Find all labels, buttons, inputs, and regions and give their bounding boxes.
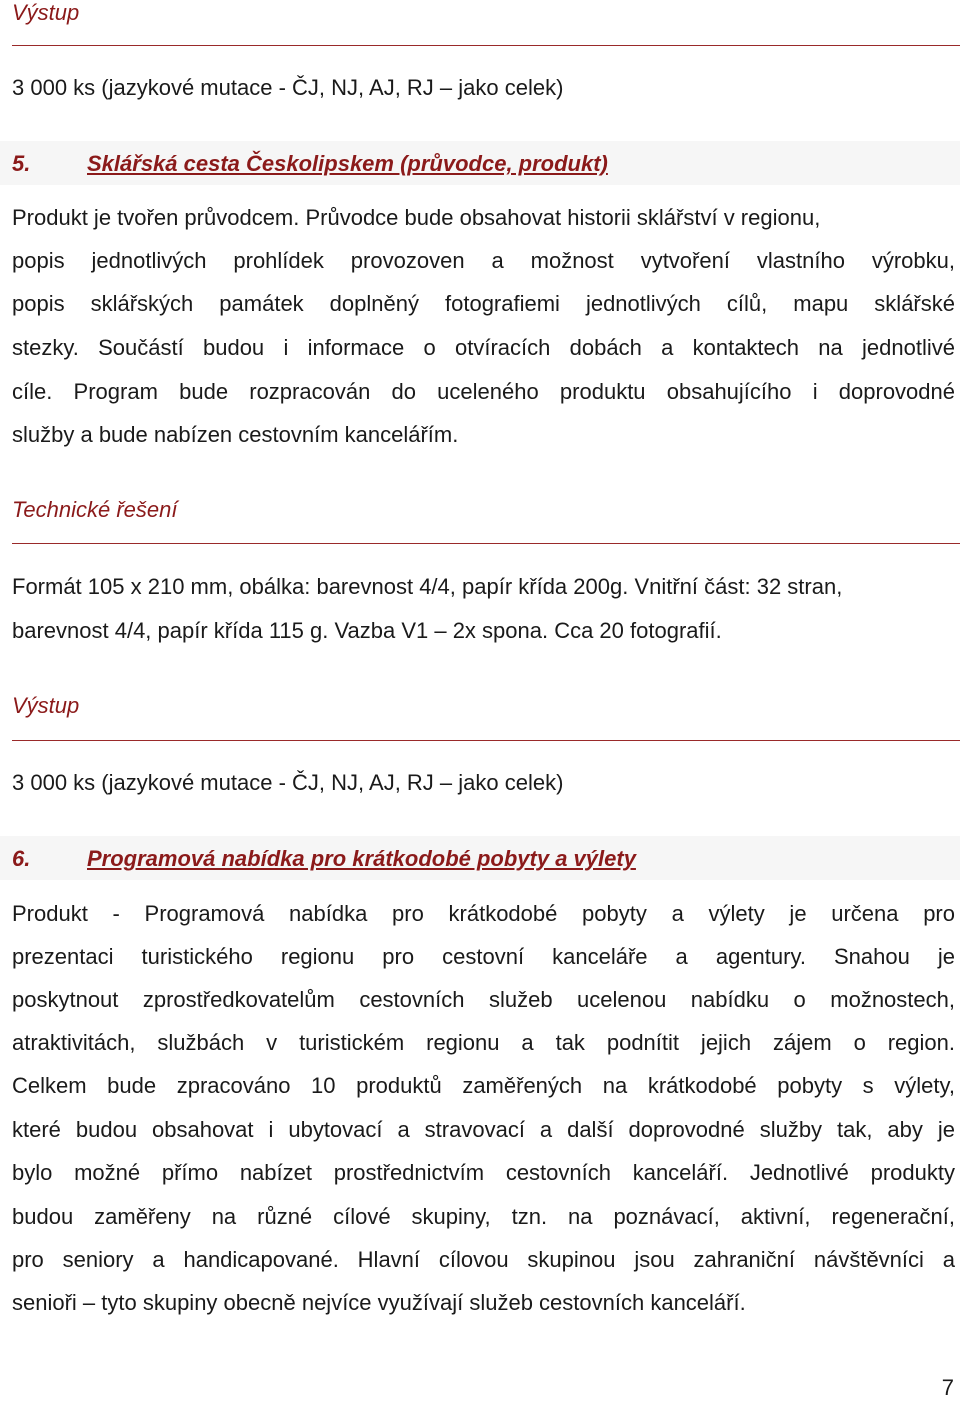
page-number: 7: [941, 1375, 954, 1400]
output-text: 3 000 ks (jazykové mutace - ČJ, NJ, AJ, RJ – jako celek): [12, 770, 564, 795]
section-6-line: bylo možné přímo nabízet prostřednictvím cestovních kanceláří. Jednotlivé produkty: [12, 1160, 955, 1185]
heading-rule: [12, 543, 960, 544]
section-6-line: atraktivitách, službách v turistickém regionu a tak podnítit jejich zájem o region.: [12, 1030, 955, 1055]
section-6-heading: [12, 846, 636, 872]
section-6-number: 6.: [12, 846, 31, 871]
section-6-line: které budou obsahovat i ubytovací a stravovací a další doprovodné služby tak, aby je: [12, 1117, 955, 1142]
section-6-line: senioři – tyto skupiny obecně nejvíce využívají služeb cestovních kanceláří.: [12, 1290, 746, 1315]
section-5-title: Sklářská cesta Českolipskem (průvodce, produkt): [87, 151, 608, 176]
section-5-heading: [12, 151, 608, 177]
section-5-number: 5.: [12, 151, 31, 176]
section-5-line: popis jednotlivých prohlídek provozoven a možnost vytvoření vlastního výrobku,: [12, 248, 955, 273]
section-6-line: Celkem bude zpracováno 10 produktů zaměřených na krátkodobé pobyty s výlety,: [12, 1073, 955, 1098]
technical-solution-heading: Technické řešení: [12, 497, 178, 522]
section-5-line: stezky. Součástí budou i informace o otvíracích dobách a kontaktech na jednotlivé: [12, 335, 955, 360]
section-6-line: Produkt - Programová nabídka pro krátkodobé pobyty a výlety je určena pro: [12, 901, 955, 926]
section-6-line: budou zaměřeny na různé cílové skupiny, tzn. na poznávací, aktivní, regenerační,: [12, 1204, 955, 1229]
section-6-line: prezentaci turistického regionu pro cestovní kanceláře a agentury. Snahou je: [12, 944, 955, 969]
section-6-line: poskytnout zprostředkovatelům cestovních služeb ucelenou nabídku o možnostech,: [12, 987, 955, 1012]
section-6-title: Programová nabídka pro krátkodobé pobyty a výlety: [87, 846, 636, 871]
section-5-line: popis sklářských památek doplněný fotografiemi jednotlivých cílů, mapu sklářské: [12, 291, 955, 316]
section-6-line: pro seniory a handicapované. Hlavní cílovou skupinou jsou zahraniční návštěvníci a: [12, 1247, 955, 1272]
heading-rule: [12, 45, 960, 46]
section-5-line: cíle. Program bude rozpracován do uceleného produktu obsahujícího i doprovodné: [12, 379, 955, 404]
section-5-line: Produkt je tvořen průvodcem. Průvodce bude obsahovat historii sklářství v regionu,: [12, 205, 821, 230]
section-5-line: služby a bude nabízen cestovním kancelářím.: [12, 422, 459, 447]
output-text-top: 3 000 ks (jazykové mutace - ČJ, NJ, AJ, RJ – jako celek): [12, 75, 564, 100]
technical-line: Formát 105 x 210 mm, obálka: barevnost 4/4, papír křída 200g. Vnitřní část: 32 stran,: [12, 574, 843, 599]
heading-rule: [12, 740, 960, 741]
output-heading-top: Výstup: [12, 0, 80, 25]
output-heading: Výstup: [12, 693, 80, 718]
technical-line: barevnost 4/4, papír křída 115 g. Vazba V1 – 2x spona. Cca 20 fotografií.: [12, 618, 722, 643]
